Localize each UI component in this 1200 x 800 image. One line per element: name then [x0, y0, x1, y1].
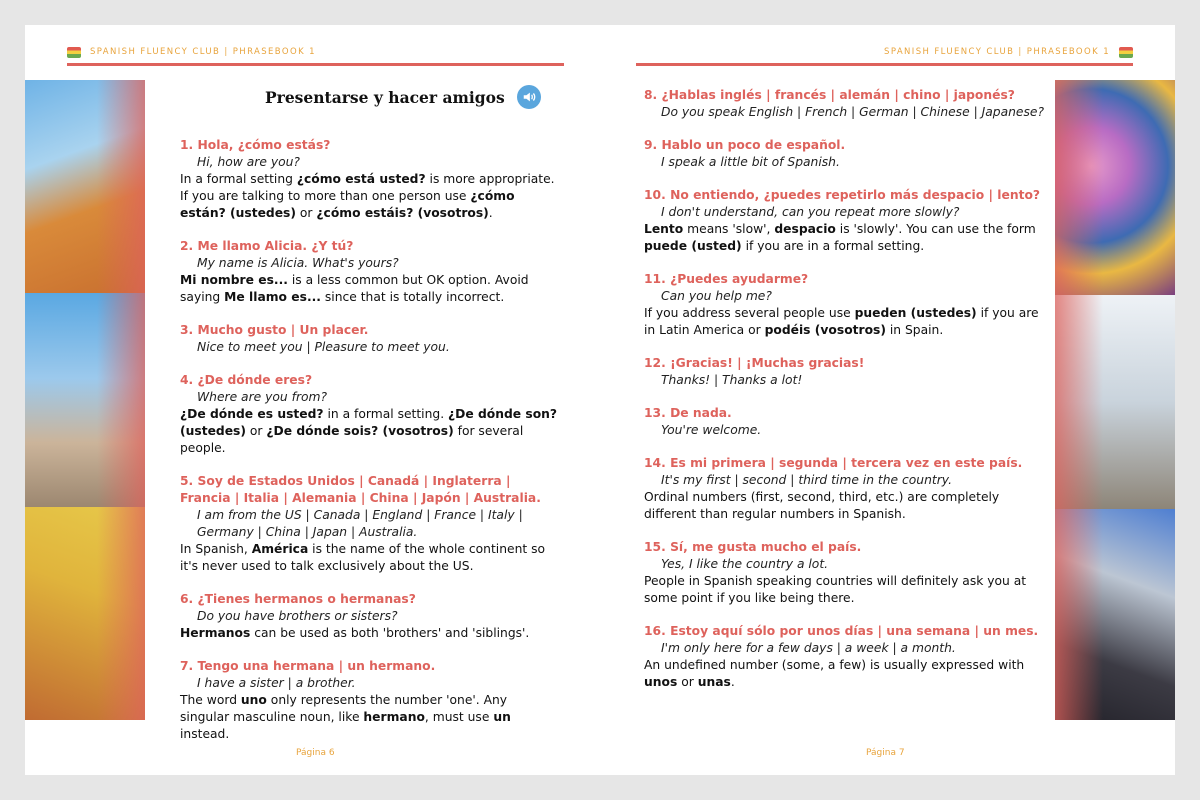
phrase-entry	[644, 405, 1044, 439]
note-emphasis: puede (usted)	[644, 239, 742, 253]
note-emphasis: Me llamo es...	[224, 290, 321, 304]
note-text: , must use	[424, 710, 494, 724]
phrase-list-left	[180, 137, 560, 759]
spanish-phrase: 1. Hola, ¿cómo estás?	[180, 138, 331, 152]
note-emphasis: ¿cómo están? (ustedes)	[180, 189, 515, 220]
english-translation: Hi, how are you?	[197, 155, 300, 169]
usage-note	[180, 692, 560, 743]
note-emphasis: podéis (vosotros)	[764, 323, 886, 337]
note-text: in Spain.	[885, 323, 944, 337]
note-emphasis: ¿cómo estáis? (vosotros)	[316, 206, 489, 220]
english-translation: It's my first | second | third time in the country.	[661, 473, 952, 487]
spanish-phrase: 7. Tengo una hermana | un hermano.	[180, 659, 436, 673]
note-emphasis: pueden (ustedes)	[854, 306, 977, 320]
club-logo-icon	[1119, 47, 1133, 58]
note-emphasis: ¿De dónde sois? (vosotros)	[266, 424, 454, 438]
note-text: In Spanish,	[180, 542, 252, 556]
note-text: is more appropriate. If you are talking to more than one person use	[180, 172, 555, 203]
note-text: if you are in a formal setting.	[741, 239, 925, 253]
phrase-entry	[180, 658, 560, 743]
note-text: means 'slow',	[683, 222, 775, 236]
english-translation: Nice to meet you | Pleasure to meet you.	[197, 340, 450, 354]
note-text: or	[246, 424, 267, 438]
note-emphasis: ¿De dónde es usted?	[180, 407, 324, 421]
phrase-entry	[644, 539, 1044, 607]
english-translation: Can you help me?	[661, 289, 772, 303]
right-page	[600, 25, 1175, 775]
note-text: since that is totally incorrect.	[320, 290, 505, 304]
note-text: for several people.	[180, 424, 524, 455]
speaker-icon[interactable]	[517, 85, 541, 109]
spanish-phrase: 10. No entiendo, ¿puedes repetirlo más despacio | lento?	[644, 188, 1041, 202]
note-text: or	[296, 206, 317, 220]
usage-note	[180, 625, 560, 642]
note-text: can be used as both 'brothers' and 'siblings'.	[250, 626, 530, 640]
spanish-phrase: 9. Hablo un poco de español.	[644, 138, 846, 152]
left-page	[25, 25, 600, 775]
note-emphasis: despacio	[774, 222, 836, 236]
note-text: Ordinal numbers (first, second, third, etc.) are completely different than regular numbers in Spanish.	[644, 490, 1000, 521]
note-text: If you address several people use	[644, 306, 855, 320]
english-translation: Thanks! | Thanks a lot!	[661, 373, 803, 387]
note-emphasis: ¿De dónde son? (ustedes)	[180, 407, 558, 438]
note-emphasis: ¿cómo está usted?	[296, 172, 426, 186]
note-text: In a formal setting	[180, 172, 297, 186]
phrase-entry	[644, 355, 1044, 389]
note-emphasis: hermano	[363, 710, 425, 724]
usage-note	[644, 657, 1044, 691]
phrase-entry	[644, 187, 1044, 255]
photo-fade-overlay	[25, 80, 145, 720]
photo-fade-overlay	[1055, 80, 1175, 720]
english-translation: I speak a little bit of Spanish.	[661, 155, 840, 169]
note-text: or	[677, 675, 698, 689]
note-emphasis: unos	[644, 675, 678, 689]
usage-note	[180, 541, 560, 575]
english-translation: I am from the US | Canada | England | France | Italy | Germany | China | Japan | Australia.	[197, 508, 523, 539]
note-text: The word	[180, 693, 241, 707]
usage-note	[644, 573, 1044, 607]
english-translation: Do you speak English | French | German | Chinese | Japanese?	[661, 105, 1044, 119]
english-translation: Where are you from?	[197, 390, 328, 404]
spanish-phrase: 4. ¿De dónde eres?	[180, 373, 313, 387]
spanish-phrase: 15. Sí, me gusta mucho el país.	[644, 540, 862, 554]
phrase-entry	[644, 87, 1044, 121]
note-text: is a less common but OK option. Avoid saying	[180, 273, 529, 304]
note-text: if you are in Latin America or	[644, 306, 1039, 337]
header-rule	[67, 63, 564, 66]
usage-note	[180, 272, 560, 306]
note-emphasis: Hermanos	[180, 626, 251, 640]
phrase-entry	[644, 455, 1044, 523]
note-emphasis: uno	[240, 693, 267, 707]
note-emphasis: Lento	[644, 222, 684, 236]
phrase-entry	[644, 623, 1044, 691]
phrase-entry	[180, 473, 560, 575]
spanish-phrase: 16. Estoy aquí sólo por unos días | una semana | un mes.	[644, 624, 1039, 638]
english-translation: I'm only here for a few days | a week | a month.	[661, 641, 956, 655]
note-emphasis: Mi nombre es...	[180, 273, 288, 287]
spanish-phrase: 8. ¿Hablas inglés | francés | alemán | chino | japonés?	[644, 88, 1015, 102]
english-translation: Do you have brothers or sisters?	[197, 609, 398, 623]
note-text: An undefined number (some, a few) is usually expressed with	[644, 658, 1025, 672]
usage-note	[644, 489, 1044, 523]
spanish-phrase: 5. Soy de Estados Unidos | Canadá | Inglaterra | Francia | Italia | Alemania | China | Japón | Australia.	[180, 474, 541, 505]
section-title-row	[265, 85, 541, 109]
usage-note	[180, 171, 560, 222]
usage-note	[180, 406, 560, 457]
note-text: in a formal setting.	[323, 407, 449, 421]
usage-note	[644, 305, 1044, 339]
phrase-entry	[644, 271, 1044, 339]
running-header: SPANISH FLUENCY CLUB | PHRASEBOOK 1	[884, 47, 1110, 57]
spanish-phrase: 11. ¿Puedes ayudarme?	[644, 272, 809, 286]
english-translation: I don't understand, can you repeat more slowly?	[661, 205, 960, 219]
spanish-phrase: 12. ¡Gracias! | ¡Muchas gracias!	[644, 356, 865, 370]
phrase-entry	[644, 137, 1044, 171]
header-rule	[636, 63, 1133, 66]
spanish-phrase: 3. Mucho gusto | Un placer.	[180, 323, 369, 337]
note-text: is the name of the whole continent so it's never used to talk exclusively about the US.	[180, 542, 546, 573]
spanish-phrase: 6. ¿Tienes hermanos o hermanas?	[180, 592, 416, 606]
page-number: Página 7	[866, 748, 905, 758]
phrase-entry	[180, 238, 560, 306]
english-translation: Yes, I like the country a lot.	[661, 557, 829, 571]
spanish-phrase: 13. De nada.	[644, 406, 732, 420]
usage-note	[644, 221, 1044, 255]
phrase-entry	[180, 372, 560, 457]
note-text: instead.	[180, 727, 230, 741]
note-text: is 'slowly'. You can use the form	[835, 222, 1036, 236]
english-translation: You're welcome.	[661, 423, 762, 437]
note-text: .	[488, 206, 493, 220]
spanish-phrase: 14. Es mi primera | segunda | tercera vez en este país.	[644, 456, 1023, 470]
note-emphasis: unas	[697, 675, 731, 689]
club-logo-icon	[67, 47, 81, 58]
phrase-entry	[180, 137, 560, 222]
note-emphasis: América	[251, 542, 309, 556]
phrase-entry	[180, 322, 560, 356]
note-text: only represents the number 'one'. Any singular masculine noun, like	[180, 693, 508, 724]
note-emphasis: un	[493, 710, 511, 724]
book-spread	[25, 25, 1175, 775]
section-title: Presentarse y hacer amigos	[265, 87, 505, 107]
english-translation: I have a sister | a brother.	[197, 676, 356, 690]
spanish-phrase: 2. Me llamo Alicia. ¿Y tú?	[180, 239, 354, 253]
english-translation: My name is Alicia. What's yours?	[197, 256, 399, 270]
running-header: SPANISH FLUENCY CLUB | PHRASEBOOK 1	[90, 47, 316, 57]
phrase-entry	[180, 591, 560, 642]
note-text: .	[730, 675, 735, 689]
page-number: Página 6	[296, 748, 335, 758]
note-text: People in Spanish speaking countries will definitely ask you at some point if you like being there.	[644, 574, 1027, 605]
phrase-list-right	[644, 87, 1044, 707]
